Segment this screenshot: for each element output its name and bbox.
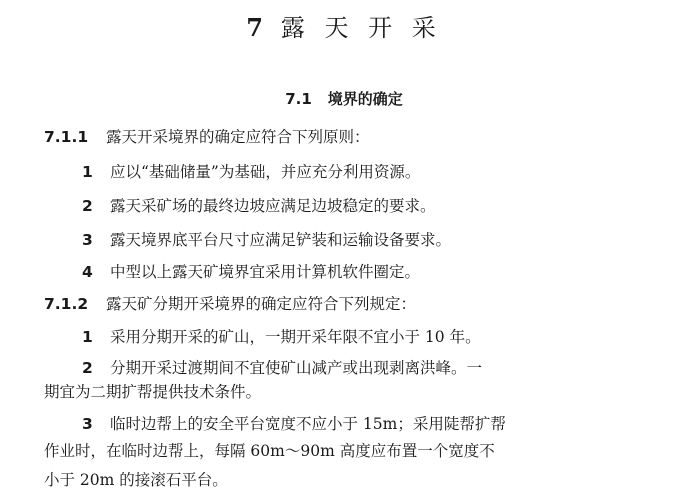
item-number: 1 [82, 328, 93, 346]
item-number: 2 [82, 197, 93, 215]
clause-number: 7.1.2 [44, 295, 89, 313]
item-text: 露天境界底平台尺寸应满足铲装和运输设备要求。 [110, 231, 452, 249]
item-text: 分期开采过渡期间不宜使矿山减产或出现剥离洪峰。一 [110, 359, 483, 377]
list-item-continuation: 作业时，在临时边帮上，每隔 60m～90m 高度应布置一个宽度不 [44, 442, 495, 460]
list-item [82, 262, 420, 282]
list-item [82, 327, 481, 347]
section-title [0, 88, 688, 109]
list-item-continuation: 期宜为二期扩帮提供技术条件。 [44, 383, 262, 401]
list-item [82, 230, 451, 250]
item-number: 4 [82, 263, 93, 281]
item-number: 2 [82, 359, 93, 377]
item-number: 1 [82, 163, 93, 181]
item-number: 3 [82, 231, 93, 249]
list-item [82, 196, 436, 216]
item-text: 应以“基础储量”为基础，并应充分利用资源。 [110, 163, 421, 181]
item-text: 中型以上露天矿境界宜采用计算机软件圈定。 [110, 263, 421, 281]
clause-7-1-1 [44, 127, 370, 147]
clause-text: 露天开采境界的确定应符合下列原则： [106, 128, 370, 146]
list-item [82, 414, 506, 434]
clause-number: 7.1.1 [44, 128, 89, 146]
section-heading: 境界的确定 [327, 90, 403, 108]
item-number: 3 [82, 415, 93, 433]
clause-7-1-2 [44, 294, 416, 314]
list-item [82, 358, 482, 378]
chapter-number: 7 [246, 13, 263, 42]
item-text: 采用分期开采的矿山，一期开采年限不宜小于 10 年。 [110, 328, 481, 346]
item-text: 临时边帮上的安全平台宽度不应小于 15m；采用陡帮扩帮 [110, 415, 506, 433]
chapter-title [0, 8, 688, 43]
section-number: 7.1 [285, 90, 312, 108]
clause-text: 露天矿分期开采境界的确定应符合下列规定： [106, 295, 417, 313]
list-item-continuation: 小于 20m 的接滚石平台。 [44, 471, 228, 489]
item-text: 露天采矿场的最终边坡应满足边坡稳定的要求。 [110, 197, 436, 215]
list-item [82, 162, 420, 182]
chapter-heading: 露 天 开 采 [280, 14, 442, 42]
